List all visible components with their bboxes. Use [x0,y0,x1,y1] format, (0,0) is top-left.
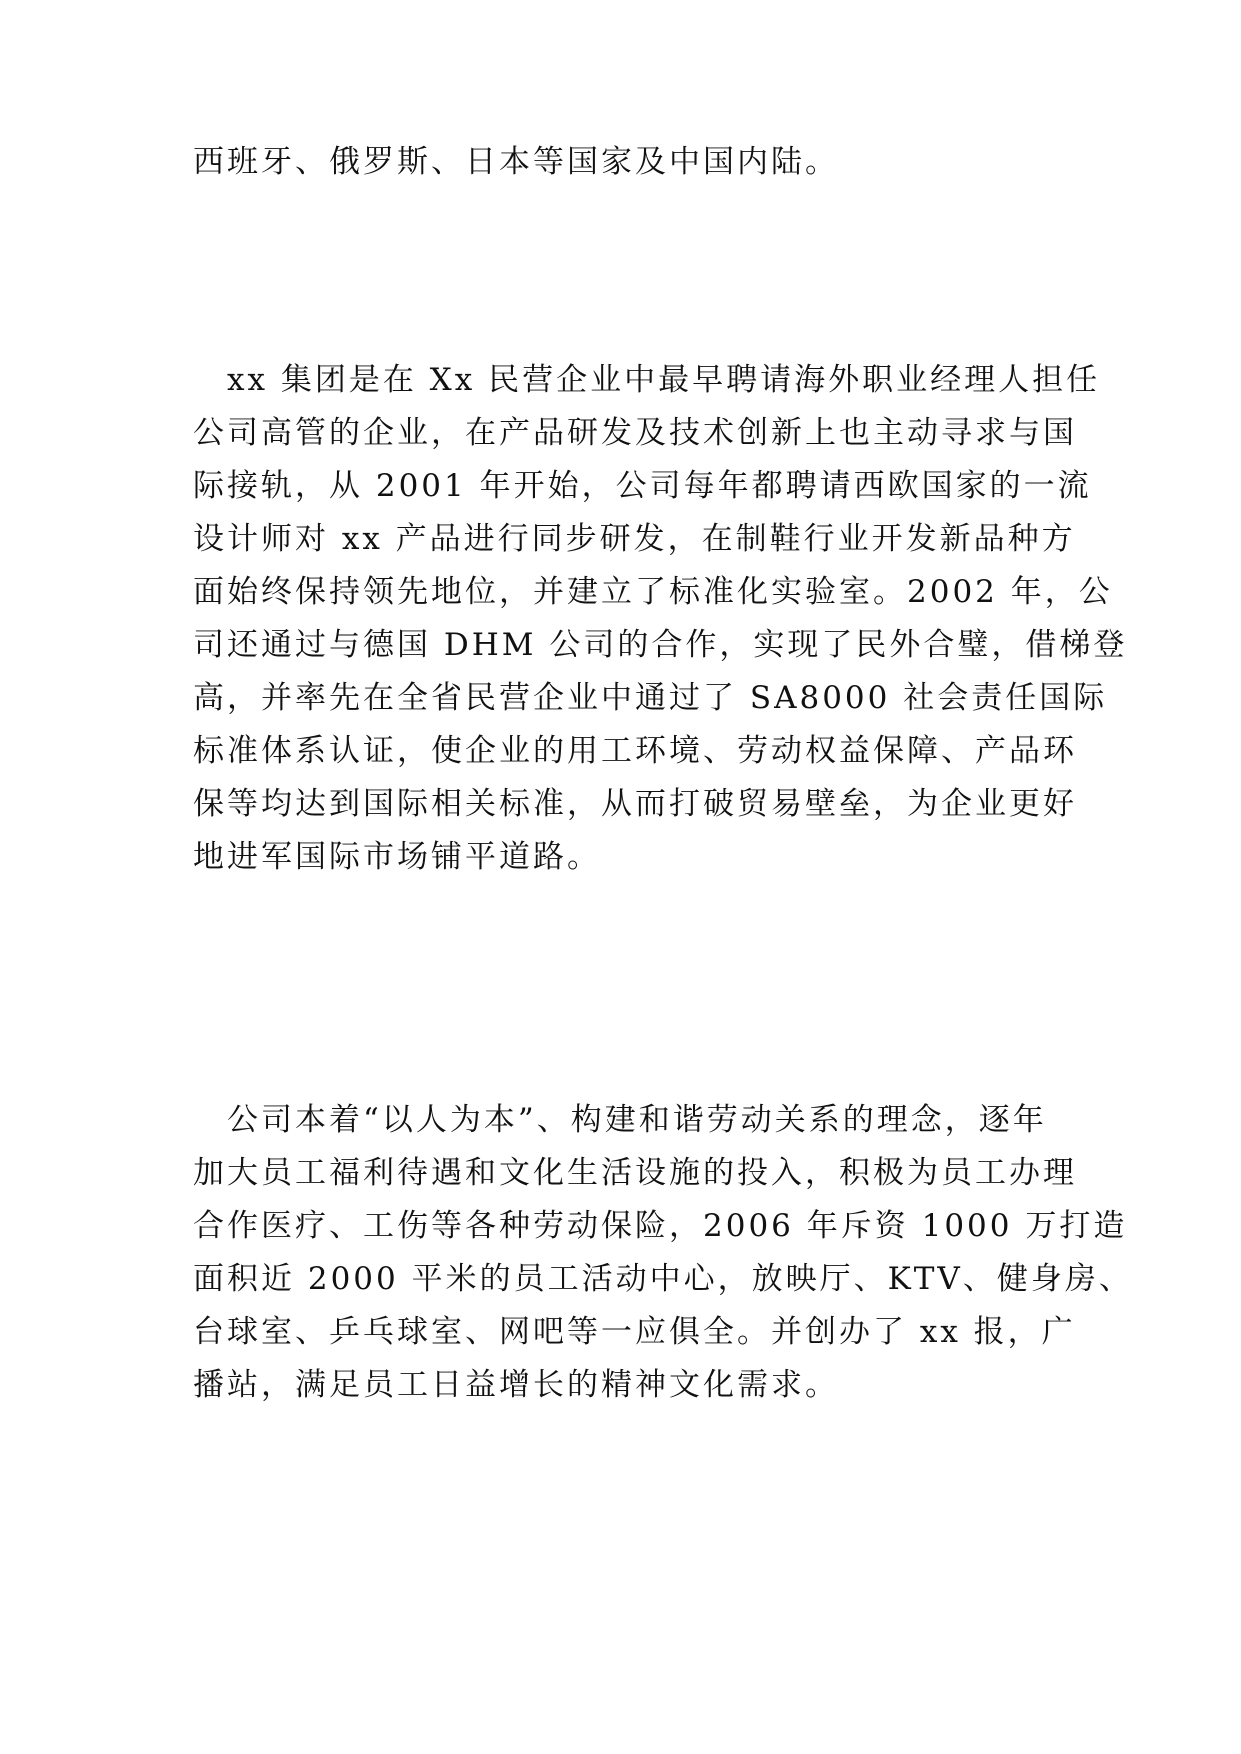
text-line: 际接轨，从 2001 年开始，公司每年都聘请西欧国家的一流 [193,468,1092,504]
text-line: 面积近 2000 平米的员工活动中心，放映厅、KTV、健身房、 [193,1261,1133,1297]
text-line: 播站，满足员工日益增长的精神文化需求。 [193,1367,839,1403]
text-line: 设计师对 xx 产品进行同步研发，在制鞋行业开发新品种方 [193,521,1076,557]
text-line: 地进军国际市场铺平道路。 [193,839,601,875]
text-line: 加大员工福利待遇和文化生活设施的投入，积极为员工办理 [193,1155,1077,1191]
text-line: 高，并率先在全省民营企业中通过了 SA8000 社会责任国际 [193,680,1108,716]
text-line: 西班牙、俄罗斯、日本等国家及中国内陆。 [193,144,839,180]
text-line: 标准体系认证，使企业的用工环境、劳动权益保障、产品环 [193,733,1077,769]
text-line: 合作医疗、工伤等各种劳动保险，2006 年斥资 1000 万打造 [193,1208,1128,1244]
text-line: 公司本着“以人为本”、构建和谐劳动关系的理念，逐年 [193,1102,1047,1138]
text-line: 公司高管的企业，在产品研发及技术创新上也主动寻求与国 [193,415,1077,451]
text-line: 面始终保持领先地位，并建立了标准化实验室。2002 年，公 [193,574,1113,610]
text-line: 保等均达到国际相关标准，从而打破贸易壁垒，为企业更好 [193,786,1077,822]
text-line: 司还通过与德国 DHM 公司的合作，实现了民外合璧，借梯登 [193,627,1128,663]
text-line: xx 集团是在 Xx 民营企业中最早聘请海外职业经理人担任 [193,362,1101,398]
text-line: 台球室、乒乓球室、网吧等一应俱全。并创办了 xx 报，广 [193,1314,1076,1350]
